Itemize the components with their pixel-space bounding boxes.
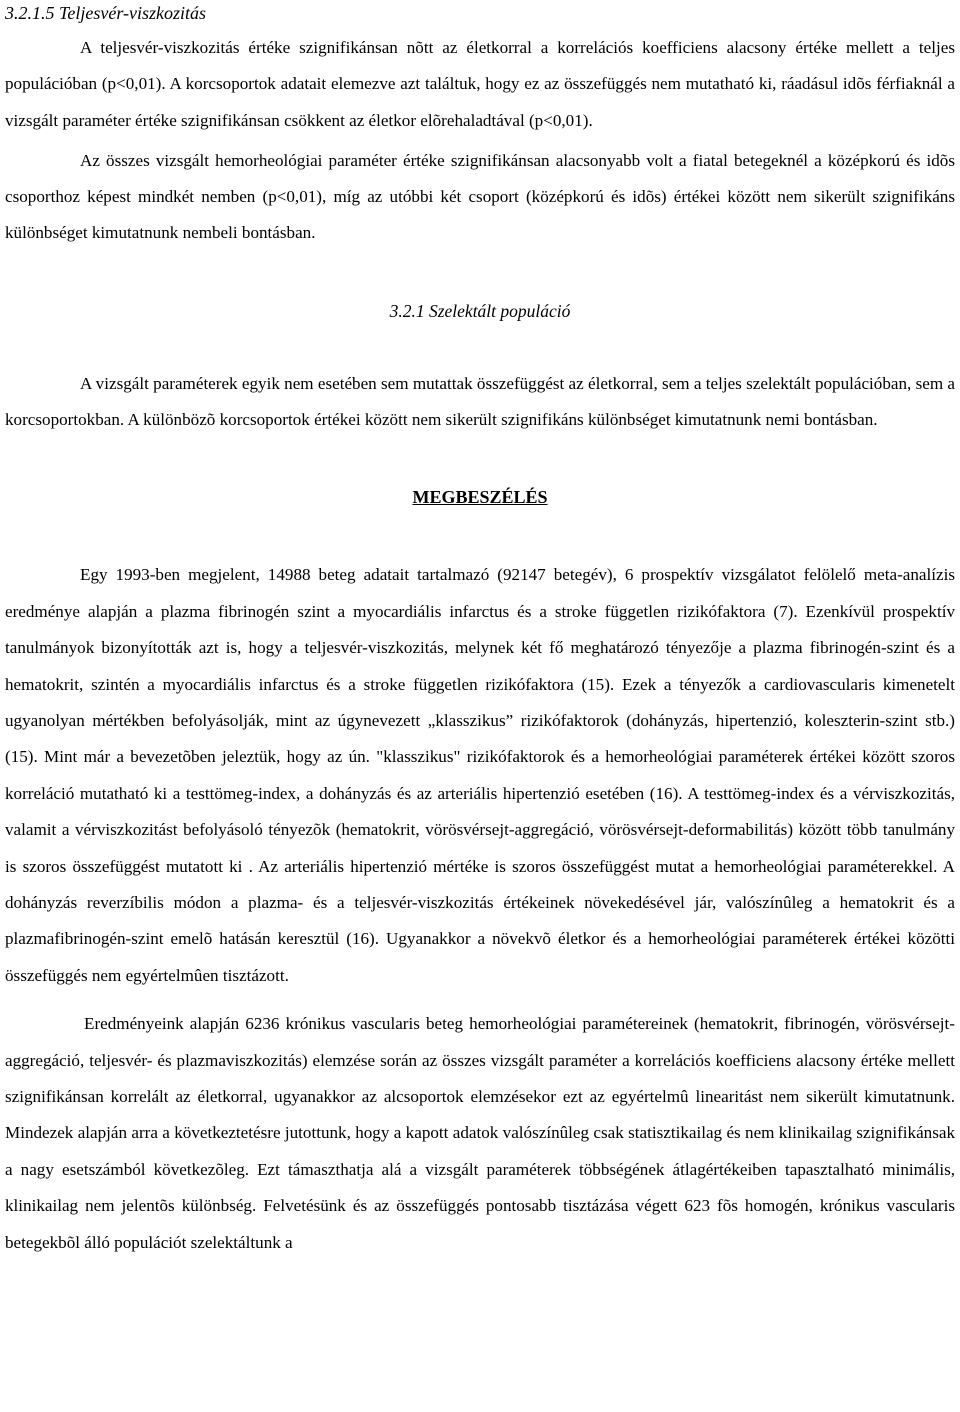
- section-title-3215: 3.2.1.5 Teljesvér-viszkozitás: [5, 3, 206, 23]
- paragraph-discussion-1: Egy 1993-ben megjelent, 14988 beteg adatait tartalmazó (92147 betegév), 6 prospektív vizsgálatot felölelő meta-analízis eredménye alapján a plazma fibrinogén szint a myocardiális infarctus és a stroke független rizikófaktora (7). Ezenkívül prospektív tanulmányok bizonyították azt is, hogy a teljesvér-viszkozitás, melynek két fő meghatározó tényezője a plazma fibrinogén-szint és a hematokrit, szintén a myocardiális infarctus és a stroke független rizikófaktora (15). Ezek a tényezők a cardiovascularis kimenetelt ugyanolyan mértékben befolyásolják, mint az úgynevezett „klasszikus” rizikófaktorok (dohányzás, hipertenzió, koleszterin-szint stb.) (15). Mint már a bevezetõben jeleztük, hogy az ún. "klasszikus" rizikófaktorok és a hemorheológiai paraméterek értékei között szoros korreláció mutatható ki a testtömeg-index, a dohányzás és az arteriális hipertenzió esetében (16). A testtömeg-index és a vérviszkozitás, valamit a vérviszkozitást befolyásoló tényezõk (hematokrit, vörösvérsejt-aggregáció, vörösvérsejt-deformabilitás) között több tanulmány is szoros összefüggést mutatott ki . Az arteriális hipertenzió mértéke is szoros összefüggést mutat a hemorheológiai paraméterekkel. A dohányzás reverzíbilis módon a plazma- és a teljesvér-viszkozitás értékeinek növekedésével jár, valószínûleg a hematokrit és a plazmafibrinogén-szint emelõ hatásán keresztül (16). Ugyanakkor a növekvõ életkor és a hemorheológiai paraméterek értékei közötti összefüggés nem egyértelmûen tisztázott.: [5, 565, 955, 985]
- section-title-321: 3.2.1 Szelektált populáció: [389, 300, 571, 321]
- discussion-heading: MEGBESZÉLÉS: [412, 487, 548, 508]
- paragraph-age-groups: Az összes vizsgált hemorheológiai paraméter értéke szignifikánsan alacsonyabb volt a fiatal betegeknél a középkorú és idõs csoporthoz képest mindkét nemben (p<0,01), míg az utóbbi két csoport (középkorú és idõs) értékei között nem sikerült szignifikáns különbséget kimutatnunk nembeli bontásban.: [5, 150, 955, 243]
- paragraph-discussion-2: Eredményeink alapján 6236 krónikus vascularis beteg hemorheológiai paramétereinek (hematokrit, fibrinogén, vörösvérsejt-aggregáció, teljesvér- és plazmaviszkozitás) elemzése során az összes vizsgált paraméter a korrelációs koefficiens alacsony értéke mellett szignifikánsan korrelált az életkorral, ugyanakkor az alcsoportok elemzésekor ezt az egyértelmû linearitást nem sikerült kimutatnunk. Mindezek alapján arra a következtetésre jutottunk, hogy a kapott adatok valószínûleg csak statisztikailag és nem klinikailag szignifikánsak a nagy esetszámból következõleg. Ezt támaszthatja alá a vizsgált paraméterek többségének átlagértékeiben tapasztalható minimális, klinikailag nem jelentõs különbség. Felvetésünk és az összefüggés pontosabb tisztázása végett 623 fõs homogén, krónikus vascularis betegekbõl álló populációt szelektáltunk a: [5, 1014, 955, 1252]
- paragraph-viscosity-age: A teljesvér-viszkozitás értéke szignifikánsan nõtt az életkorral a korrelációs koefficiens alacsony értéke mellett a teljes populációban (p<0,01). A korcsoportok adatait elemezve azt találtuk, hogy ez az összefüggés nem mutatható ki, ráadásul idõs férfiaknál a vizsgált paraméter értéke szignifikánsan csökkent az életkor elõrehaladtával (p<0,01).: [5, 38, 955, 130]
- paragraph-selected-population: A vizsgált paraméterek egyik nem esetében sem mutattak összefüggést az életkorral, sem a teljes szelektált populációban, sem a korcsoportokban. A különbözõ korcsoportok értékei között nem sikerült szignifikáns különbséget kimutatnunk nemi bontásban.: [5, 373, 955, 430]
- document-page: [5, 0, 955, 1261]
